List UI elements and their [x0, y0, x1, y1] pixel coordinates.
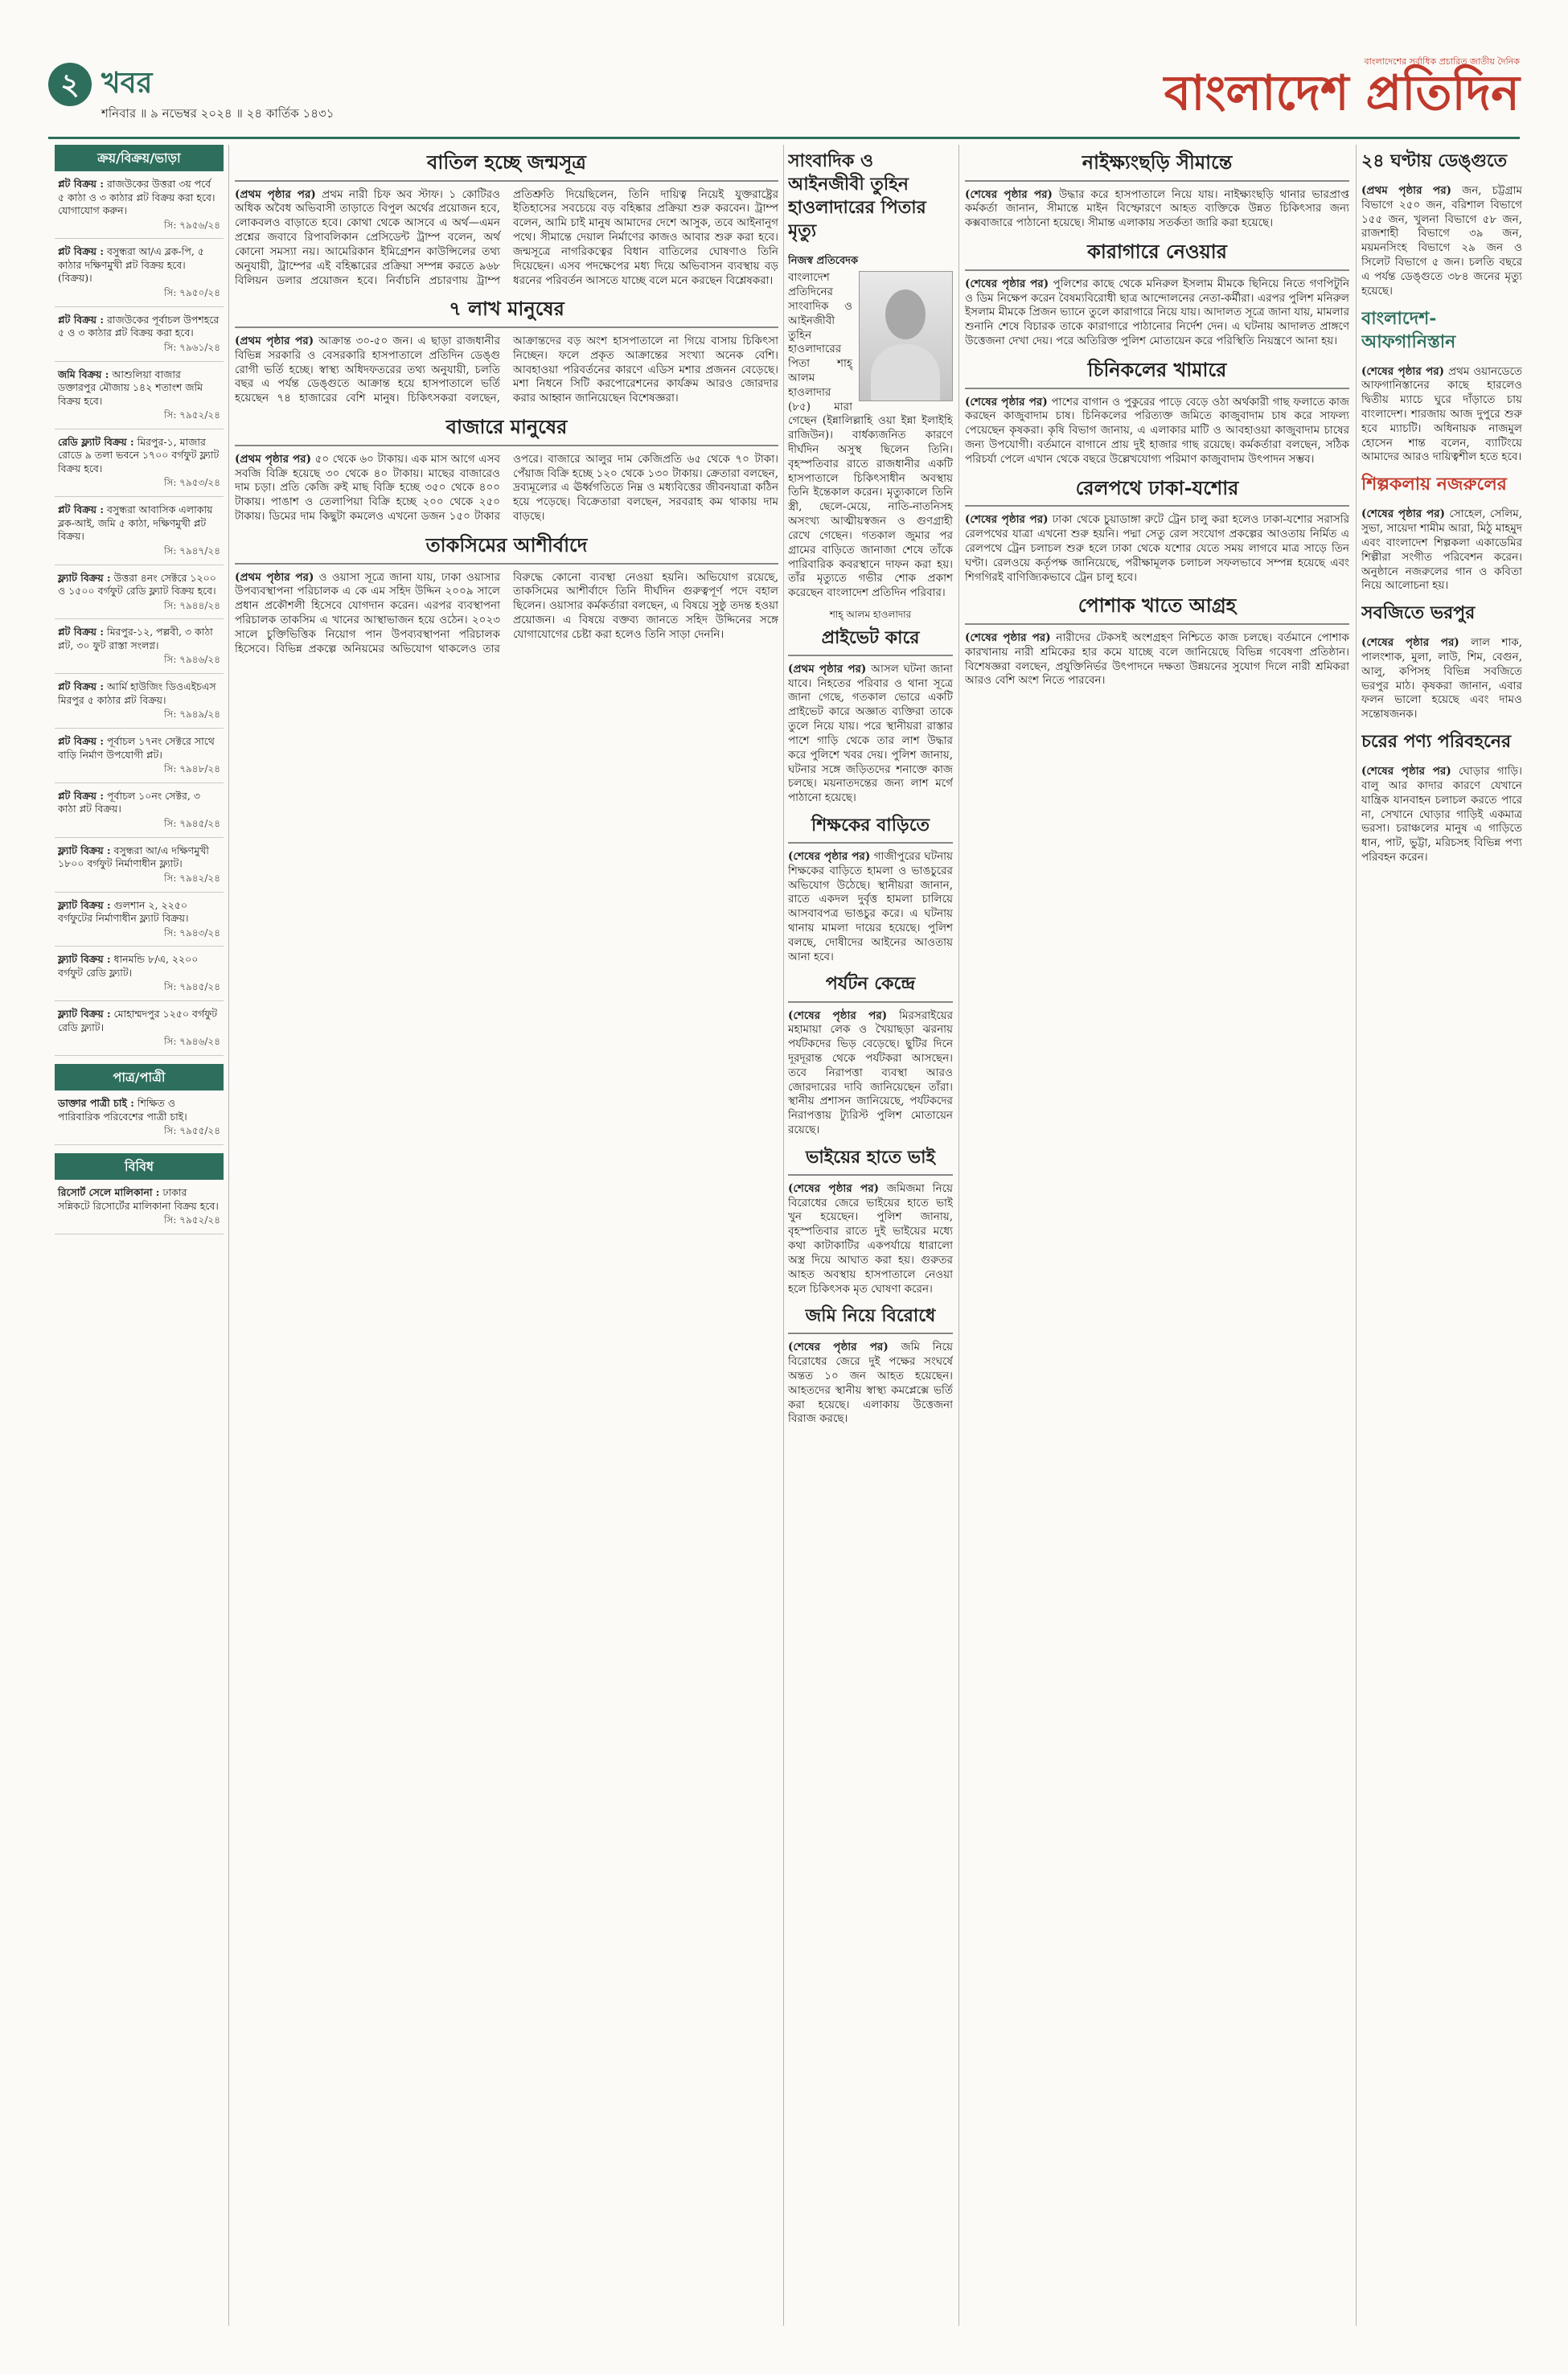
ad-title: রিসোর্ট সেলে মালিকানা :: [58, 1186, 160, 1199]
classified-ad: [55, 1090, 224, 1145]
ad-reference: সি: ৭৯৪৫/২৪: [163, 981, 220, 993]
ad-reference: সি: ৭৯৫৬/২৪: [163, 219, 220, 231]
article-headline[interactable]: প্রাইভেট কারে: [788, 626, 953, 656]
ad-reference: সি: ৭৯৫২/২৪: [163, 409, 220, 421]
brand-tagline: বাংলাদেশের সর্বাধিক প্রচারিত জাতীয় দৈনিক: [1364, 56, 1520, 67]
article-body: (শেষের পৃষ্ঠার পর) প্রথম ওয়ানডেতে আফগানিস্তানের কাছে হারলেও দ্বিতীয় ম্যাচে ঘুরে দাঁড়াতে চায় বাংলাদেশ। শারজায় আজ দুপুরে শুরু হবে ম্যাচটি। অধিনায়ক নাজমুল হোসেন শান্ত বলেন, ব্যাটিংয়ে আমাদের আরও দায়িত্বশীল হতে হবে।: [1361, 364, 1522, 464]
classifieds-column: [55, 145, 224, 2326]
ad-text: পূর্বাচল ১০নং সেক্টর, ৩ কাঠা প্লট বিক্রয়।: [58, 789, 200, 815]
ad-title: প্লট বিক্রয় :: [58, 178, 105, 191]
ad-reference: সি: ৭৯৪৬/২৪: [163, 1036, 220, 1048]
ad-text: গুলশান ২, ২২৫০ বর্গফুটের নির্মাণাধীন ফ্ল্যাট বিক্রয়।: [58, 898, 189, 925]
article-headline[interactable]: চিনিকলের খামারে: [965, 357, 1349, 389]
masthead: [48, 56, 1520, 137]
article-continuation: (প্রথম পৃষ্ঠার পর): [235, 335, 314, 348]
issue-date: শনিবার ॥ ৯ নভেম্বর ২০২৪ ॥ ২৪ কার্তিক ১৪৩১: [101, 106, 335, 121]
ad-reference: সি: ৭৯৬১/২৪: [163, 341, 220, 353]
column-divider: [783, 145, 784, 2326]
ad-title: ফ্ল্যাট বিক্রয় :: [58, 1008, 111, 1021]
classified-ad: [55, 619, 224, 674]
article-continuation: (প্রথম পৃষ্ঠার পর): [235, 452, 311, 466]
ad-title: প্লট বিক্রয় :: [58, 735, 105, 748]
article-headline[interactable]: শিল্পকলায় নজরুলের: [1361, 474, 1507, 495]
ad-text: রাজউকের পূর্বাচল উপশহরে ৫ ও ৩ কাঠার প্লট বিক্রয় করা হবে।: [58, 313, 220, 339]
classified-ad: [55, 565, 224, 620]
article-headline[interactable]: শিক্ষকের বাড়িতে: [788, 814, 953, 844]
article-body: (শেষের পৃষ্ঠার পর) গাজীপুরের ঘটনায় শিক্ষকের বাড়িতে হামলা ও ভাঙচুরের অভিযোগ উঠেছে। স্থানীয়রা জানান, রাতে একদল দুর্বৃত্ত হামলা চালিয়ে আসবাবপত্র ভাঙচুর করে। এ ঘটনায় থানায় মামলা দায়ের হয়েছে। পুলিশ বলছে, দোষীদের আইনের আওতায় আনা হবে।: [788, 849, 953, 963]
misc-ads-list: [55, 1180, 224, 1234]
ad-reference: সি: ৭৯৪৬/২৪: [163, 654, 220, 666]
article-headline[interactable]: সাংবাদিক ও আইনজীবী তুহিন হাওলাদারের পিতার মৃত্যু: [788, 150, 926, 242]
article-body: (শেষের পৃষ্ঠার পর) পাশের বাগান ও পুকুরের পাড়ে বেড়ে ওঠা অর্থকারী গাছ ফলাতে কাজ করছেন কাজুবাদাম চাষ। চিনিকলের পরিত্যক্ত জমিতে কাজুবাদাম চাষ করে সাফল্য পেয়েছেন কৃষকরা। কৃষি বিভাগ জানায়, এ এলাকার মাটি ও আবহাওয়া কাজুবাদাম চাষের জন্য উপযোগী। বর্তমানে বাগানে প্রায় দুই হাজার গাছ রয়েছে। কর্মকর্তারা বলছেন, সঠিক পরিচর্যা পেলে এখান থেকে বছরে উল্লেখযোগ্য পরিমাণ কাজুবাদাম উৎপাদন সম্ভব।: [965, 395, 1349, 466]
article-headline[interactable]: কারাগারে নেওয়ার: [965, 239, 1349, 271]
article-headline[interactable]: জমি নিয়ে বিরোধে: [788, 1304, 953, 1334]
article-body: (শেষের পৃষ্ঠার পর) নারীদের টেকসই অংশগ্রহণ নিশ্চিতে কাজ চলছে। বর্তমানে পোশাক কারখানায় নারী শ্রমিকের হার কমে যাচ্ছে বলে জানিয়েছে বিভিন্ন গবেষণা প্রতিষ্ঠান। বিশেষজ্ঞরা বলছেন, প্রযুক্তিনির্ভর উৎপাদনে দক্ষতা উন্নয়নের সুযোগ দিলে নারী শ্রমিকরা আরও বেশি অংশ নিতে পারবেন।: [965, 630, 1349, 688]
article-headline[interactable]: বাংলাদেশ-আফগানিস্তান: [1361, 307, 1456, 352]
article-byline: নিজস্ব প্রতিবেদক: [788, 255, 859, 268]
page-number: ২: [48, 63, 92, 106]
classified-ad: [55, 171, 224, 239]
classified-ad: [55, 307, 224, 362]
article-headline[interactable]: ২৪ ঘণ্টায় ডেঙ্গুতে: [1361, 150, 1508, 171]
classified-ad: [55, 729, 224, 783]
ad-text: আশুলিয়া বাজার ডক্তারপুর মৌজায় ১৪২ শতাংশ জমি বিক্রয় হবে।: [58, 368, 203, 407]
article-headline[interactable]: চরের পণ্য পরিবহনের: [1361, 731, 1512, 753]
ad-reference: সি: ৭৯৫২/২৪: [163, 1214, 220, 1226]
article-body: (শেষের পৃষ্ঠার পর) সোহেল, সেলিম, সুভা, সায়েদা শামীম আরা, মিঠু মাহমুদ এবং বাংলাদেশ শিল্পকলা একাডেমির শিল্পীরা সংগীত পরিবেশন করেন। অনুষ্ঠানে নজরুলের গান ও কবিতা নিয়ে আলোচনা হয়।: [1361, 507, 1522, 593]
ad-text: ধানমন্ডি ৮/এ, ২২০০ বর্গফুট রেডি ফ্ল্যাট।: [58, 953, 199, 979]
article-body: (প্রথম পৃষ্ঠার পর) জন, চট্টগ্রাম বিভাগে ২৫০ জন, বরিশাল বিভাগে ১৫৫ জন, খুলনা বিভাগে ৫৮ জন, রাজশাহী বিভাগে ৩৯ জন, ময়মনসিংহ বিভাগে ২৯ জন ও সিলেট বিভাগে ৫ জন। চলতি বছরে এ পর্যন্ত ডেঙ্গুতে ৩৮৪ জনের মৃত্যু হয়েছে।: [1361, 184, 1522, 298]
main-news-column: [235, 145, 778, 2326]
ad-reference: সি: ৭৯৪৮/২৪: [163, 763, 220, 775]
column-divider: [228, 145, 229, 2326]
classified-ads-list: [55, 171, 224, 1056]
article-headline[interactable]: বাতিল হচ্ছে জন্মসূত্র: [235, 150, 778, 182]
article-body: (শেষের পৃষ্ঠার পর) পুলিশের কাছে থেকে মনিরুল ইসলাম মীমকে ছিনিয়ে নিতে গণপিটুনি ও ডিম নিক্ষেপ করেন বৈষম্যবিরোধী ছাত্র আন্দোলনের নেতা-কর্মীরা। এরপর পুলিশ মনিরুল ইসলাম মীমকে প্রিজন ভ্যানে তুলে কারাগারে নিয়ে যায়। আদালত সূত্রে জানা যায়, মামলার শুনানি শেষে বিচারক তাকে কারাগারে পাঠানোর নির্দেশ দেন। এ ঘটনায় আদালত প্রাঙ্গণে উত্তেজনা দেখা দেয়। পরে অতিরিক্ত পুলিশ মোতায়েন করে পরিস্থিতি নিয়ন্ত্রণে আনা হয়।: [965, 277, 1349, 348]
article-headline[interactable]: পোশাক খাতে আগ্রহ: [965, 593, 1349, 625]
ad-title: ডাক্তার পাত্রী চাই :: [58, 1097, 134, 1110]
ad-text: উত্তরা ৪নং সেক্টরে ১২০০ ও ১৫০০ বর্গফুট রেডি ফ্ল্যাট বিক্রয় হবে।: [58, 571, 216, 598]
ad-title: ফ্ল্যাট বিক্রয় :: [58, 844, 111, 856]
article-body: (প্রথম পৃষ্ঠার পর) প্রথম নারী চিফ অব স্টাফ। ১ কোটিরও অধিক অবৈধ অভিবাসী তাড়াতে বিপুল অর্থের প্রয়োজন হবে, লোকবলও বাড়াতে হবে। কোথা থেকে আসবে এ অর্থ—এমন প্রশ্নের জবাবে রিপাবলিকান প্রেসিডেন্ট ট্রাম্প বলেন, অর্থ কোনো সমস্যা নয়। আমেরিকান ইমিগ্রেশন কাউন্সিলের তথ্য অনুযায়ী, ট্রাম্পের এই বহিষ্কারের প্রক্রিয়া সম্পন্ন করতে ৯৬৮ বিলিয়ন ডলার প্রয়োজন হবে। নির্বাচনি প্রচারণায় ট্রাম্প প্রতিশ্রুতি দিয়েছিলেন, তিনি দায়িত্ব নিয়েই যুক্তরাষ্ট্রের ইতিহাসের সবচেয়ে বড় বহিষ্কার প্রক্রিয়া শুরু করবেন। ট্রাম্প বলেন, আমি চাই মানুষ আমাদের দেশে আসুক, তবে আইনানুগ পথে। সীমান্তে দেয়াল নির্মাণের কাজও আবার শুরু করা হবে। জন্মসূত্রে নাগরিকত্বের বিধান বাতিলের ঘোষণাও তিনি দিয়েছেন। এসব পদক্ষেপের মধ্য দিয়ে অভিবাসন ব্যবস্থায় বড় ধরনের পরিবর্তন আসতে যাচ্ছে বলে মনে করছেন বিশ্লেষকরা।: [235, 187, 778, 287]
article-continuation: (প্রথম পৃষ্ঠার পর): [235, 187, 316, 201]
ad-text: বসুন্ধরা আ/এ দক্ষিণমুখী ১৮০০ বর্গফুট নির্মাণাধীন ফ্ল্যাট।: [58, 844, 209, 870]
ad-title: জমি বিক্রয় :: [58, 368, 109, 380]
classified-ad: [55, 1001, 224, 1056]
ad-title: প্লট বিক্রয় :: [58, 789, 105, 802]
classified-ad: [55, 893, 224, 947]
article-body: বাংলাদেশ প্রতিদিনের সাংবাদিক ও আইনজীবী তুহিন হাওলাদারের পিতা শাহ্‌ আলম হাওলাদার (৮৫) মারা গেছেন (ইন্নালিল্লাহি ওয়া ইন্না ইলাইহি রাজিউন)। বার্ধক্যজনিত কারণে দীর্ঘদিন অসুস্থ ছিলেন তিনি। বৃহস্পতিবার রাতে রাজধানীর একটি হাসপাতালে চিকিৎসাধীন অবস্থায় তিনি ইন্তেকাল করেন। মৃত্যুকালে তিনি স্ত্রী, ছেলে-মেয়ে, নাতি-নাতনিসহ অসংখ্য আত্মীয়স্বজন ও গুণগ্রাহী রেখে গেছেন। গতকাল জুমার পর গ্রামের বাড়িতে জানাজা শেষে তাঁকে পারিবারিক কবরস্থানে দাফন করা হয়। তাঁর মৃত্যুতে গভীর শোক প্রকাশ করেছেন বাংলাদেশ প্রতিদিন পরিবার।: [788, 271, 953, 600]
classified-ad: [55, 362, 224, 429]
ad-reference: সি: ৭৯৫৫/২৪: [163, 1125, 220, 1137]
article-headline[interactable]: রেলপথে ঢাকা-যশোর: [965, 475, 1349, 507]
article-body: (প্রথম পৃষ্ঠার পর) ও ওয়াসা সূত্রে জানা যায়, ঢাকা ওয়াসার উপব্যবস্থাপনা পরিচালক এ কে এম সহিদ উদ্দিন ২০০৯ সালে প্রধান প্রকৌশলী হিসেবে যোগদান করেন। এরপর ব্যবস্থাপনা পরিচালক তাকসিম এ খানের আস্থাভাজন হয়ে ওঠেন। ২০২৩ সালে চুক্তিভিত্তিক নিয়োগ পান উপব্যবস্থাপনা পরিচালক হিসেবে। বিভিন্ন প্রকল্পে অনিয়মের অভিযোগ থাকলেও তার বিরুদ্ধে কোনো ব্যবস্থা নেওয়া হয়নি। অভিযোগ রয়েছে, তাকসিমের আশীর্বাদে তিনি দীর্ঘদিন গুরুত্বপূর্ণ পদে বহাল ছিলেন। ওয়াসার কর্মকর্তারা বলছেন, এ বিষয়ে সুষ্ঠু তদন্ত হওয়া প্রয়োজন। এ বিষয়ে বক্তব্য জানতে সহিদ উদ্দিনের সঙ্গে যোগাযোগের চেষ্টা করা হলেও তিনি সাড়া দেননি।: [235, 570, 778, 655]
ad-text: বসুন্ধরা আ/এ ব্লক-পি, ৫ কাঠার দক্ষিণমুখী প্লট বিক্রয় হবে। (বিক্রয়)।: [58, 245, 204, 285]
ad-text: পূর্বাচল ১৭নং সেক্টরে সাথে বাড়ি নির্মাণ উপযোগী প্লট।: [58, 735, 215, 761]
ad-text: রাজউকের উত্তরা ৩য় পর্বে ৫ কাঠা ও ৩ কাঠার প্লট বিক্রয় করা হবে। যোগাযোগ করুন।: [58, 178, 215, 217]
side-news-column: [788, 145, 953, 2326]
article-headline[interactable]: তাকসিমের আশীর্বাদে: [235, 532, 778, 565]
article-body: (শেষের পৃষ্ঠার পর) লাল শাক, পালংশাক, মুলা, লাউ, শিম, বেগুন, আলু, কপিসহ বিভিন্ন সবজিতে ভরপুর মাঠ। কৃষকরা জানান, এবার ফলন ভালো হয়েছে এবং দামও সন্তোষজনক।: [1361, 636, 1522, 721]
ad-title: প্লট বিক্রয় :: [58, 680, 105, 693]
portrait-photo: [859, 271, 953, 401]
article-body: (শেষের পৃষ্ঠার পর) মিরসরাইয়ের মহামায়া লেক ও খৈয়াছড়া ঝরনায় পর্যটকদের ভিড় বেড়েছে। ছুটির দিনে দূরদূরান্ত থেকে পর্যটকরা আসছেন। তবে নিরাপত্তা ব্যবস্থা আরও জোরদারের দাবি জানিয়েছেন তাঁরা। স্থানীয় প্রশাসন জানিয়েছে, পর্যটকদের নিরাপত্তায় ট্যুরিস্ট পুলিশ মোতায়েন রয়েছে।: [788, 1008, 953, 1137]
classified-ad: [55, 947, 224, 1001]
brand-name: বাংলাদেশ প্রতিদিন: [1164, 64, 1520, 121]
ad-title: প্লট বিক্রয় :: [58, 245, 105, 258]
masthead-rule: [48, 137, 1520, 139]
ad-title: রেডি ফ্ল্যাট বিক্রয় :: [58, 435, 134, 448]
article-headline[interactable]: বাজারে মানুষের: [235, 414, 778, 446]
classifieds-header: ক্রয়/বিক্রয়/ভাড়া: [55, 145, 224, 171]
photo-caption: শাহ্‌ আলম হাওলাদার: [829, 608, 912, 620]
article-headline[interactable]: নাইক্ষ্যংছড়ি সীমান্তে: [965, 150, 1349, 182]
ad-text: ঢাকার সন্নিকটে রিসোর্টের মালিকানা বিক্রয় হবে।: [58, 1186, 219, 1212]
ad-reference: সি: ৭৯৫৩/২৪: [163, 477, 220, 489]
article-body: (শেষের পৃষ্ঠার পর) ঘোড়ার গাড়ি। বালু আর কাদার কারণে যেখানে যান্ত্রিক যানবাহন চলাচল করতে পারে না, সেখানে ঘোড়ার গাড়িই একমাত্র ভরসা। চরাঞ্চলের মানুষ এ গাড়িতে ধান, পাট, ভুট্টা, মরিচসহ বিভিন্ন পণ্য পরিবহন করেন।: [1361, 765, 1522, 864]
ad-title: ফ্ল্যাট বিক্রয় :: [58, 571, 111, 584]
brand-logo: [1164, 56, 1520, 119]
matrimony-ads-list: [55, 1090, 224, 1145]
regional-news-column: [965, 145, 1349, 2326]
ad-title: ফ্ল্যাট বিক্রয় :: [58, 898, 111, 911]
classified-ad: [55, 783, 224, 838]
ad-reference: সি: ৭৯৪২/২৪: [163, 872, 220, 884]
classified-ad: [55, 838, 224, 893]
ad-reference: সি: ৭৯৫০/২৪: [163, 286, 220, 298]
article-body: (শেষের পৃষ্ঠার পর) জমিজমা নিয়ে বিরোধের জেরে ভাইয়ের হাতে ভাই খুন হয়েছেন। পুলিশ জানায়, বৃহস্পতিবার রাতে দুই ভাইয়ের মধ্যে কথা কাটাকাটির একপর্যায়ে ধারালো অস্ত্র দিয়ে আঘাত করা হয়। গুরুতর আহত অবস্থায় হাসপাতালে নেওয়া হলে চিকিৎসক মৃত ঘোষণা করেন।: [788, 1181, 953, 1296]
article-headline[interactable]: ভাইয়ের হাতে ভাই: [788, 1146, 953, 1176]
article-headline[interactable]: পর্যটন কেন্দ্রে: [788, 972, 953, 1002]
right-news-column: [1361, 145, 1522, 2326]
ad-text: আর্মি হাউজিং ডিওএইচএস মিরপুর ৫ কাঠার প্লট বিক্রয়।: [58, 680, 216, 706]
classified-ad: [55, 429, 224, 497]
ad-text: বসুন্ধরা আবাসিক এলাকায় ব্লক-আই, জমি ৫ কাঠা, দক্ষিণমুখী প্লট বিক্রয়।: [58, 503, 213, 543]
classified-ad: [55, 239, 224, 306]
misc-header: বিবিধ: [55, 1153, 224, 1180]
article-body: (শেষের পৃষ্ঠার পর) ঢাকা থেকে চুয়াডাঙ্গা রুটে ট্রেন চালু করা হলেও ঢাকা-যশোর সরাসরি রেলপথের যাত্রা এখনো শুরু হয়নি। পদ্মা সেতু রেল সংযোগ প্রকল্পের আওতায় নির্মিত এ রেলপথে ট্রেন চলাচল শুরু হলে ঢাকা থেকে যশোর যেতে সময় লাগবে মাত্র সাড়ে তিন ঘণ্টা। রেলওয়ে কর্তৃপক্ষ জানিয়েছে, পরীক্ষামূলক চলাচল সফলভাবে সম্পন্ন হয়েছে এবং শিগগিরই বাণিজ্যিকভাবে ট্রেন চালু হবে।: [965, 513, 1349, 584]
ad-title: প্লট বিক্রয় :: [58, 503, 105, 516]
ad-text: মিরপুর-১, মাজার রোডে ৯ তলা ভবনে ১৭০০ বর্গফুট ফ্ল্যাট বিক্রয় হবে।: [58, 435, 220, 474]
ad-reference: সি: ৭৯৪৪/২৪: [163, 599, 220, 611]
article-body: (প্রথম পৃষ্ঠার পর) ৫০ থেকে ৬০ টাকায়। এক মাস আগে এসব সবজি বিক্রি হয়েছে ৩০ থেকে ৪০ টাকায়। মাছের বাজারেও দাম চড়া। প্রতি কেজি রুই মাছ বিক্রি হচ্ছে ৩৫০ থেকে ৪০০ টাকায়। পাঙাশ ও তেলাপিয়া বিক্রি হচ্ছে ২০০ থেকে ২৫০ টাকায়। ডিমের দাম কিছুটা কমলেও এখনো ডজন ১৫০ টাকার ওপরে। বাজারে আলুর দাম কেজিপ্রতি ৬৫ থেকে ৭০ টাকা। পেঁয়াজ বিক্রি হচ্ছে ১২০ থেকে ১৩০ টাকায়। ক্রেতারা বলছেন, দ্রব্যমূল্যের এ ঊর্ধ্বগতিতে নিম্ন ও মধ্যবিত্তের জীবনযাত্রা কঠিন হয়ে পড়েছে। বিক্রেতারা বলছেন, সরবরাহ কম থাকায় দাম বাড়ছে।: [235, 452, 778, 524]
ad-text: শিক্ষিত ও পারিবারিক পরিবেশের পাত্রী চাই।: [58, 1097, 187, 1123]
article-body: (প্রথম পৃষ্ঠার পর) আক্রান্ত ৩০-৫০ জন। এ ছাড়া রাজধানীর বিভিন্ন সরকারি ও বেসরকারি হাসপাতালে প্রতিদিন ডেঙ্গু রোগী ভর্তি হচ্ছে। স্বাস্থ্য অধিদফতরের তথ্য অনুযায়ী, চলতি বছর এ পর্যন্ত ডেঙ্গুতে আক্রান্ত হয়ে হাসপাতালে ভর্তি হয়েছেন ৭৪ হাজারের বেশি মানুষ। চিকিৎসকরা বলছেন, আক্রান্তদের বড় অংশ হাসপাতালে না গিয়ে বাসায় চিকিৎসা নিচ্ছেন। ফলে প্রকৃত আক্রান্তের সংখ্যা অনেক বেশি। আবহাওয়া পরিবর্তনের কারণে এডিস মশার প্রজনন বেড়েছে। মশা নিধনে সিটি করপোরেশনের কার্যক্রম আরও জোরদার করার আহ্বান জানিয়েছেন বিশেষজ্ঞরা।: [235, 335, 778, 405]
ad-reference: সি: ৭৯৪৭/২৪: [163, 544, 220, 557]
ad-title: প্লট বিক্রয় :: [58, 626, 105, 639]
article-headline[interactable]: সবজিতে ভরপুর: [1361, 602, 1476, 624]
ad-title: প্লট বিক্রয় :: [58, 313, 105, 326]
column-divider: [1356, 145, 1357, 2326]
section-name: খবর: [101, 66, 153, 100]
ad-text: মোহাম্মদপুর ১২৫০ বর্গফুট রেডি ফ্ল্যাট।: [58, 1008, 218, 1033]
ad-reference: সি: ৭৯৪৯/২৪: [163, 709, 220, 721]
ad-title: ফ্ল্যাট বিক্রয় :: [58, 953, 111, 966]
article-body: (শেষের পৃষ্ঠার পর) উদ্ধার করে হাসপাতালে নিয়ে যায়। নাইক্ষ্যংছড়ি থানার ভারপ্রাপ্ত কর্মকর্তা জানান, সীমান্তে মাইন বিস্ফোরণে আহত ব্যক্তিকে উন্নত চিকিৎসার জন্য কক্সবাজারে পাঠানো হয়েছে। সীমান্ত এলাকায় সতর্কতা জারি করা হয়েছে।: [965, 187, 1349, 230]
article-continuation: (প্রথম পৃষ্ঠার পর): [235, 570, 314, 584]
matrimony-header: পাত্র/পাত্রী: [55, 1064, 224, 1090]
article-body: (শেষের পৃষ্ঠার পর) জমি নিয়ে বিরোধের জেরে দুই পক্ষের সংঘর্ষে অন্তত ১০ জন আহত হয়েছেন। আহতদের স্থানীয় স্বাস্থ্য কমপ্লেক্সে ভর্তি করা হয়েছে। এলাকায় উত্তেজনা বিরাজ করছে।: [788, 1341, 953, 1426]
article-body: (প্রথম পৃষ্ঠার পর) আসল ঘটনা জানা যাবে। নিহতের পরিবার ও থানা সূত্রে জানা গেছে, গতকাল ভোরে একটি প্রাইভেট কারে অজ্ঞাত ব্যক্তিরা তাকে তুলে নিয়ে যায়। পরে স্থানীয়রা রাস্তার পাশে গাড়ি থেকে তার লাশ উদ্ধার করে পুলিশে খবর দেয়। পুলিশ জানায়, ঘটনার সঙ্গে জড়িতদের শনাক্তে কাজ চলছে। ময়নাতদন্তের জন্য লাশ মর্গে পাঠানো হয়েছে।: [788, 662, 953, 805]
ad-reference: সি: ৭৯৪৫/২৪: [163, 817, 220, 829]
article-headline[interactable]: ৭ লাখ মানুষের: [235, 296, 778, 328]
classified-ad: [55, 1180, 224, 1234]
ad-reference: সি: ৭৯৪৩/২৪: [163, 926, 220, 939]
classified-ad: [55, 497, 224, 565]
classified-ad: [55, 674, 224, 729]
ad-text: মিরপুর-১২, পল্লবী, ৩ কাঠা প্লট, ৩০ ফুট রাস্তা সংলগ্ন।: [58, 626, 213, 651]
column-divider: [958, 145, 959, 2326]
